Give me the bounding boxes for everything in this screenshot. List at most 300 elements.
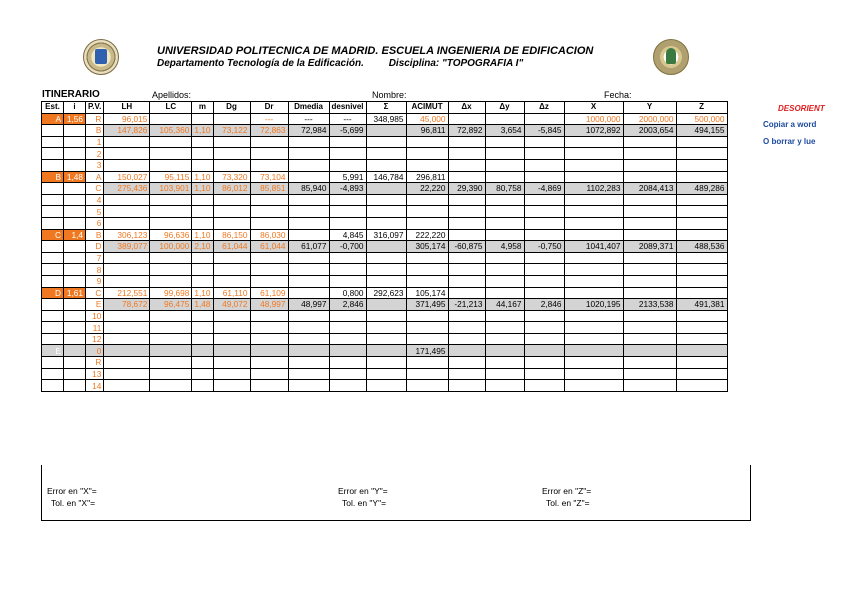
- table-cell[interactable]: [676, 368, 727, 380]
- table-cell[interactable]: [42, 357, 64, 369]
- table-cell[interactable]: [329, 357, 366, 369]
- table-cell[interactable]: 105,174: [406, 287, 448, 299]
- table-cell[interactable]: [564, 217, 623, 229]
- table-cell[interactable]: [406, 217, 448, 229]
- table-cell[interactable]: [329, 136, 366, 148]
- table-cell[interactable]: [64, 357, 86, 369]
- table-cell[interactable]: [623, 275, 676, 287]
- table-cell[interactable]: 4: [86, 194, 104, 206]
- table-cell[interactable]: 73,104: [250, 171, 288, 183]
- table-cell[interactable]: 95,115: [150, 171, 192, 183]
- table-cell[interactable]: [150, 159, 192, 171]
- table-cell[interactable]: 2089,371: [623, 241, 676, 253]
- table-cell[interactable]: [64, 183, 86, 195]
- table-cell[interactable]: 73,122: [213, 125, 250, 137]
- table-cell[interactable]: [329, 194, 366, 206]
- table-cell[interactable]: [192, 275, 213, 287]
- table-cell[interactable]: [250, 159, 288, 171]
- table-cell[interactable]: [150, 252, 192, 264]
- table-cell[interactable]: [288, 171, 329, 183]
- table-cell[interactable]: [64, 368, 86, 380]
- table-cell[interactable]: [150, 136, 192, 148]
- table-cell[interactable]: [366, 159, 406, 171]
- table-cell[interactable]: [485, 310, 524, 322]
- table-cell[interactable]: [64, 252, 86, 264]
- table-cell[interactable]: 1,10: [192, 125, 213, 137]
- table-cell[interactable]: 1,48: [192, 299, 213, 311]
- table-cell[interactable]: [42, 333, 64, 345]
- table-cell[interactable]: [42, 310, 64, 322]
- table-cell[interactable]: [64, 380, 86, 392]
- table-cell[interactable]: [406, 148, 448, 160]
- table-cell[interactable]: 9: [86, 275, 104, 287]
- table-cell[interactable]: [406, 264, 448, 276]
- table-cell[interactable]: [250, 136, 288, 148]
- table-cell[interactable]: [329, 322, 366, 334]
- table-cell[interactable]: [250, 380, 288, 392]
- table-cell[interactable]: 489,286: [676, 183, 727, 195]
- table-cell[interactable]: [329, 345, 366, 357]
- table-cell[interactable]: [42, 275, 64, 287]
- table-cell[interactable]: [564, 206, 623, 218]
- table-cell[interactable]: [250, 148, 288, 160]
- table-cell[interactable]: [564, 380, 623, 392]
- table-cell[interactable]: [104, 368, 150, 380]
- table-cell[interactable]: [448, 333, 485, 345]
- table-cell[interactable]: [524, 287, 564, 299]
- table-cell[interactable]: 11: [86, 322, 104, 334]
- table-cell[interactable]: [448, 217, 485, 229]
- table-cell[interactable]: [676, 159, 727, 171]
- table-cell[interactable]: [250, 357, 288, 369]
- table-cell[interactable]: [329, 252, 366, 264]
- table-cell[interactable]: [104, 322, 150, 334]
- table-cell[interactable]: 146,784: [366, 171, 406, 183]
- table-cell[interactable]: [524, 357, 564, 369]
- table-cell[interactable]: [485, 113, 524, 125]
- table-cell[interactable]: [564, 159, 623, 171]
- table-cell[interactable]: 1000,000: [564, 113, 623, 125]
- table-cell[interactable]: R: [86, 357, 104, 369]
- table-cell[interactable]: [213, 113, 250, 125]
- table-cell[interactable]: [485, 345, 524, 357]
- table-cell[interactable]: [366, 333, 406, 345]
- table-cell[interactable]: 61,110: [213, 287, 250, 299]
- table-cell[interactable]: [213, 357, 250, 369]
- table-cell[interactable]: [64, 206, 86, 218]
- table-cell[interactable]: [64, 217, 86, 229]
- table-cell[interactable]: [485, 380, 524, 392]
- table-cell[interactable]: 494,155: [676, 125, 727, 137]
- table-cell[interactable]: 61,044: [213, 241, 250, 253]
- table-cell[interactable]: [676, 206, 727, 218]
- table-cell[interactable]: 0,800: [329, 287, 366, 299]
- table-cell[interactable]: [213, 217, 250, 229]
- table-cell[interactable]: [524, 229, 564, 241]
- table-cell[interactable]: [485, 148, 524, 160]
- table-cell[interactable]: 100,000: [150, 241, 192, 253]
- table-cell[interactable]: [104, 275, 150, 287]
- table-cell[interactable]: [42, 206, 64, 218]
- table-cell[interactable]: [192, 357, 213, 369]
- table-cell[interactable]: 348,985: [366, 113, 406, 125]
- table-cell[interactable]: 1,4: [64, 229, 86, 241]
- table-cell[interactable]: [524, 113, 564, 125]
- table-cell[interactable]: -5,699: [329, 125, 366, 137]
- table-cell[interactable]: [42, 380, 64, 392]
- table-cell[interactable]: [485, 171, 524, 183]
- table-cell[interactable]: [250, 194, 288, 206]
- table-cell[interactable]: [448, 136, 485, 148]
- table-cell[interactable]: [623, 287, 676, 299]
- table-cell[interactable]: [448, 322, 485, 334]
- table-cell[interactable]: [64, 275, 86, 287]
- table-cell[interactable]: [213, 368, 250, 380]
- table-cell[interactable]: [564, 333, 623, 345]
- table-cell[interactable]: [564, 229, 623, 241]
- table-cell[interactable]: 13: [86, 368, 104, 380]
- table-cell[interactable]: 2,10: [192, 241, 213, 253]
- table-cell[interactable]: [42, 194, 64, 206]
- table-cell[interactable]: 14: [86, 380, 104, 392]
- table-cell[interactable]: [448, 345, 485, 357]
- table-cell[interactable]: [213, 252, 250, 264]
- table-cell[interactable]: [288, 310, 329, 322]
- table-cell[interactable]: [406, 206, 448, 218]
- table-cell[interactable]: [448, 194, 485, 206]
- table-cell[interactable]: [104, 148, 150, 160]
- table-cell[interactable]: [448, 148, 485, 160]
- table-cell[interactable]: 48,997: [250, 299, 288, 311]
- table-cell[interactable]: [623, 148, 676, 160]
- table-cell[interactable]: [623, 380, 676, 392]
- table-cell[interactable]: [485, 264, 524, 276]
- table-cell[interactable]: [366, 275, 406, 287]
- table-cell[interactable]: 86,030: [250, 229, 288, 241]
- table-cell[interactable]: [250, 206, 288, 218]
- table-cell[interactable]: [524, 264, 564, 276]
- table-cell[interactable]: 61,044: [250, 241, 288, 253]
- table-cell[interactable]: -4,869: [524, 183, 564, 195]
- table-cell[interactable]: 2: [86, 148, 104, 160]
- table-cell[interactable]: [406, 368, 448, 380]
- table-cell[interactable]: 7: [86, 252, 104, 264]
- table-cell[interactable]: [150, 275, 192, 287]
- table-cell[interactable]: [104, 333, 150, 345]
- table-cell[interactable]: [250, 264, 288, 276]
- table-cell[interactable]: 99,698: [150, 287, 192, 299]
- table-cell[interactable]: [524, 380, 564, 392]
- table-cell[interactable]: [406, 159, 448, 171]
- table-cell[interactable]: [623, 333, 676, 345]
- table-cell[interactable]: 45,000: [406, 113, 448, 125]
- table-cell[interactable]: [623, 159, 676, 171]
- table-cell[interactable]: [676, 171, 727, 183]
- table-cell[interactable]: [250, 310, 288, 322]
- table-cell[interactable]: [104, 357, 150, 369]
- table-cell[interactable]: 1,10: [192, 171, 213, 183]
- table-cell[interactable]: 2000,000: [623, 113, 676, 125]
- table-cell[interactable]: [623, 264, 676, 276]
- table-cell[interactable]: [42, 217, 64, 229]
- table-cell[interactable]: [42, 125, 64, 137]
- table-cell[interactable]: [524, 136, 564, 148]
- table-cell[interactable]: [213, 159, 250, 171]
- table-cell[interactable]: [485, 333, 524, 345]
- table-cell[interactable]: [288, 275, 329, 287]
- table-cell[interactable]: [288, 264, 329, 276]
- table-cell[interactable]: 1,48: [64, 171, 86, 183]
- table-cell[interactable]: [676, 310, 727, 322]
- table-cell[interactable]: 73,320: [213, 171, 250, 183]
- table-cell[interactable]: 85,851: [250, 183, 288, 195]
- table-cell[interactable]: [64, 264, 86, 276]
- table-cell[interactable]: [192, 345, 213, 357]
- table-cell[interactable]: R: [86, 113, 104, 125]
- table-cell[interactable]: [406, 322, 448, 334]
- table-cell[interactable]: [104, 136, 150, 148]
- table-cell[interactable]: [485, 322, 524, 334]
- table-cell[interactable]: [676, 217, 727, 229]
- table-cell[interactable]: 2,846: [524, 299, 564, 311]
- table-cell[interactable]: 1,10: [192, 183, 213, 195]
- table-cell[interactable]: [676, 264, 727, 276]
- table-cell[interactable]: [623, 217, 676, 229]
- table-cell[interactable]: -0,700: [329, 241, 366, 253]
- table-cell[interactable]: [150, 322, 192, 334]
- table-cell[interactable]: [485, 357, 524, 369]
- table-cell[interactable]: [676, 136, 727, 148]
- table-cell[interactable]: [623, 171, 676, 183]
- table-cell[interactable]: [524, 333, 564, 345]
- table-cell[interactable]: [623, 310, 676, 322]
- table-cell[interactable]: [406, 194, 448, 206]
- table-cell[interactable]: [623, 357, 676, 369]
- table-cell[interactable]: [250, 252, 288, 264]
- table-cell[interactable]: 147,826: [104, 125, 150, 137]
- table-cell[interactable]: [485, 229, 524, 241]
- table-cell[interactable]: 86,150: [213, 229, 250, 241]
- table-cell[interactable]: [524, 171, 564, 183]
- table-cell[interactable]: [288, 206, 329, 218]
- table-cell[interactable]: [192, 148, 213, 160]
- table-cell[interactable]: 78,672: [104, 299, 150, 311]
- table-cell[interactable]: 491,381: [676, 299, 727, 311]
- table-cell[interactable]: [42, 148, 64, 160]
- table-cell[interactable]: [564, 310, 623, 322]
- table-cell[interactable]: [213, 275, 250, 287]
- table-cell[interactable]: C: [86, 287, 104, 299]
- table-cell[interactable]: [192, 368, 213, 380]
- table-cell[interactable]: [366, 299, 406, 311]
- table-cell[interactable]: [192, 217, 213, 229]
- table-cell[interactable]: [676, 229, 727, 241]
- table-cell[interactable]: -5,845: [524, 125, 564, 137]
- table-cell[interactable]: [524, 206, 564, 218]
- table-cell[interactable]: [564, 322, 623, 334]
- table-cell[interactable]: [64, 333, 86, 345]
- table-cell[interactable]: 1041,407: [564, 241, 623, 253]
- table-cell[interactable]: [288, 252, 329, 264]
- table-cell[interactable]: [406, 136, 448, 148]
- table-cell[interactable]: -4,893: [329, 183, 366, 195]
- table-cell[interactable]: 49,072: [213, 299, 250, 311]
- table-cell[interactable]: 85,940: [288, 183, 329, 195]
- table-cell[interactable]: 72,984: [288, 125, 329, 137]
- table-cell[interactable]: 389,077: [104, 241, 150, 253]
- table-cell[interactable]: A: [42, 113, 64, 125]
- table-cell[interactable]: [485, 159, 524, 171]
- table-cell[interactable]: 0: [86, 345, 104, 357]
- table-cell[interactable]: [288, 380, 329, 392]
- table-cell[interactable]: 150,027: [104, 171, 150, 183]
- table-cell[interactable]: [485, 368, 524, 380]
- table-cell[interactable]: [288, 159, 329, 171]
- table-cell[interactable]: [524, 368, 564, 380]
- table-cell[interactable]: [250, 322, 288, 334]
- table-cell[interactable]: [104, 194, 150, 206]
- table-cell[interactable]: [150, 194, 192, 206]
- table-cell[interactable]: [524, 310, 564, 322]
- table-cell[interactable]: [524, 194, 564, 206]
- table-cell[interactable]: 1072,892: [564, 125, 623, 137]
- table-cell[interactable]: ---: [288, 113, 329, 125]
- table-cell[interactable]: -21,213: [448, 299, 485, 311]
- table-cell[interactable]: 292,623: [366, 287, 406, 299]
- table-cell[interactable]: [213, 310, 250, 322]
- table-cell[interactable]: [192, 333, 213, 345]
- table-cell[interactable]: [288, 148, 329, 160]
- table-cell[interactable]: [288, 229, 329, 241]
- table-cell[interactable]: [623, 136, 676, 148]
- table-cell[interactable]: [448, 171, 485, 183]
- table-cell[interactable]: [329, 159, 366, 171]
- table-cell[interactable]: [329, 264, 366, 276]
- table-cell[interactable]: [676, 380, 727, 392]
- table-cell[interactable]: B: [86, 229, 104, 241]
- table-cell[interactable]: [676, 322, 727, 334]
- table-cell[interactable]: 105,360: [150, 125, 192, 137]
- table-cell[interactable]: [366, 252, 406, 264]
- table-cell[interactable]: [329, 333, 366, 345]
- table-cell[interactable]: 2,846: [329, 299, 366, 311]
- table-cell[interactable]: [524, 148, 564, 160]
- table-cell[interactable]: [448, 368, 485, 380]
- table-cell[interactable]: [150, 206, 192, 218]
- table-cell[interactable]: [192, 322, 213, 334]
- table-cell[interactable]: [192, 264, 213, 276]
- table-cell[interactable]: ---: [250, 113, 288, 125]
- table-cell[interactable]: [524, 252, 564, 264]
- table-cell[interactable]: [524, 275, 564, 287]
- table-cell[interactable]: [564, 171, 623, 183]
- table-cell[interactable]: [42, 136, 64, 148]
- table-cell[interactable]: [64, 136, 86, 148]
- table-cell[interactable]: [288, 287, 329, 299]
- table-cell[interactable]: [623, 229, 676, 241]
- table-cell[interactable]: [104, 206, 150, 218]
- table-cell[interactable]: -0,750: [524, 241, 564, 253]
- table-cell[interactable]: [623, 194, 676, 206]
- table-cell[interactable]: 80,758: [485, 183, 524, 195]
- table-cell[interactable]: 3: [86, 159, 104, 171]
- table-cell[interactable]: [250, 275, 288, 287]
- table-cell[interactable]: [366, 183, 406, 195]
- table-cell[interactable]: 4,845: [329, 229, 366, 241]
- table-cell[interactable]: 316,097: [366, 229, 406, 241]
- table-cell[interactable]: [104, 380, 150, 392]
- table-cell[interactable]: [288, 357, 329, 369]
- table-cell[interactable]: 1020,195: [564, 299, 623, 311]
- table-cell[interactable]: [104, 310, 150, 322]
- table-cell[interactable]: [366, 217, 406, 229]
- table-cell[interactable]: 10: [86, 310, 104, 322]
- table-cell[interactable]: [366, 368, 406, 380]
- table-cell[interactable]: 371,495: [406, 299, 448, 311]
- table-cell[interactable]: 1,61: [64, 287, 86, 299]
- table-cell[interactable]: [64, 299, 86, 311]
- table-cell[interactable]: [564, 136, 623, 148]
- table-cell[interactable]: D: [86, 241, 104, 253]
- table-cell[interactable]: [366, 241, 406, 253]
- table-cell[interactable]: [213, 264, 250, 276]
- table-cell[interactable]: [213, 333, 250, 345]
- table-cell[interactable]: D: [42, 287, 64, 299]
- table-cell[interactable]: C: [42, 229, 64, 241]
- table-cell[interactable]: [104, 345, 150, 357]
- table-cell[interactable]: 305,174: [406, 241, 448, 253]
- table-cell[interactable]: [448, 310, 485, 322]
- table-cell[interactable]: [288, 322, 329, 334]
- table-cell[interactable]: [42, 322, 64, 334]
- table-cell[interactable]: [213, 194, 250, 206]
- table-cell[interactable]: 8: [86, 264, 104, 276]
- table-cell[interactable]: [485, 275, 524, 287]
- table-cell[interactable]: [150, 264, 192, 276]
- table-cell[interactable]: [366, 357, 406, 369]
- table-cell[interactable]: [623, 322, 676, 334]
- table-cell[interactable]: 12: [86, 333, 104, 345]
- table-cell[interactable]: [485, 136, 524, 148]
- table-cell[interactable]: [42, 241, 64, 253]
- table-cell[interactable]: [676, 194, 727, 206]
- table-cell[interactable]: 488,536: [676, 241, 727, 253]
- table-cell[interactable]: 296,811: [406, 171, 448, 183]
- table-cell[interactable]: [250, 333, 288, 345]
- table-cell[interactable]: [366, 206, 406, 218]
- table-cell[interactable]: [448, 206, 485, 218]
- table-cell[interactable]: [288, 333, 329, 345]
- table-cell[interactable]: 48,997: [288, 299, 329, 311]
- table-cell[interactable]: [448, 229, 485, 241]
- table-cell[interactable]: [150, 217, 192, 229]
- table-cell[interactable]: [564, 275, 623, 287]
- table-cell[interactable]: [64, 345, 86, 357]
- table-cell[interactable]: 306,123: [104, 229, 150, 241]
- table-cell[interactable]: 1,56: [64, 113, 86, 125]
- table-cell[interactable]: [448, 159, 485, 171]
- table-cell[interactable]: [192, 310, 213, 322]
- table-cell[interactable]: [564, 345, 623, 357]
- table-cell[interactable]: [406, 333, 448, 345]
- table-cell[interactable]: [676, 333, 727, 345]
- table-cell[interactable]: [406, 275, 448, 287]
- table-cell[interactable]: [288, 345, 329, 357]
- table-cell[interactable]: [366, 148, 406, 160]
- table-cell[interactable]: [192, 113, 213, 125]
- table-cell[interactable]: [213, 345, 250, 357]
- table-cell[interactable]: [676, 275, 727, 287]
